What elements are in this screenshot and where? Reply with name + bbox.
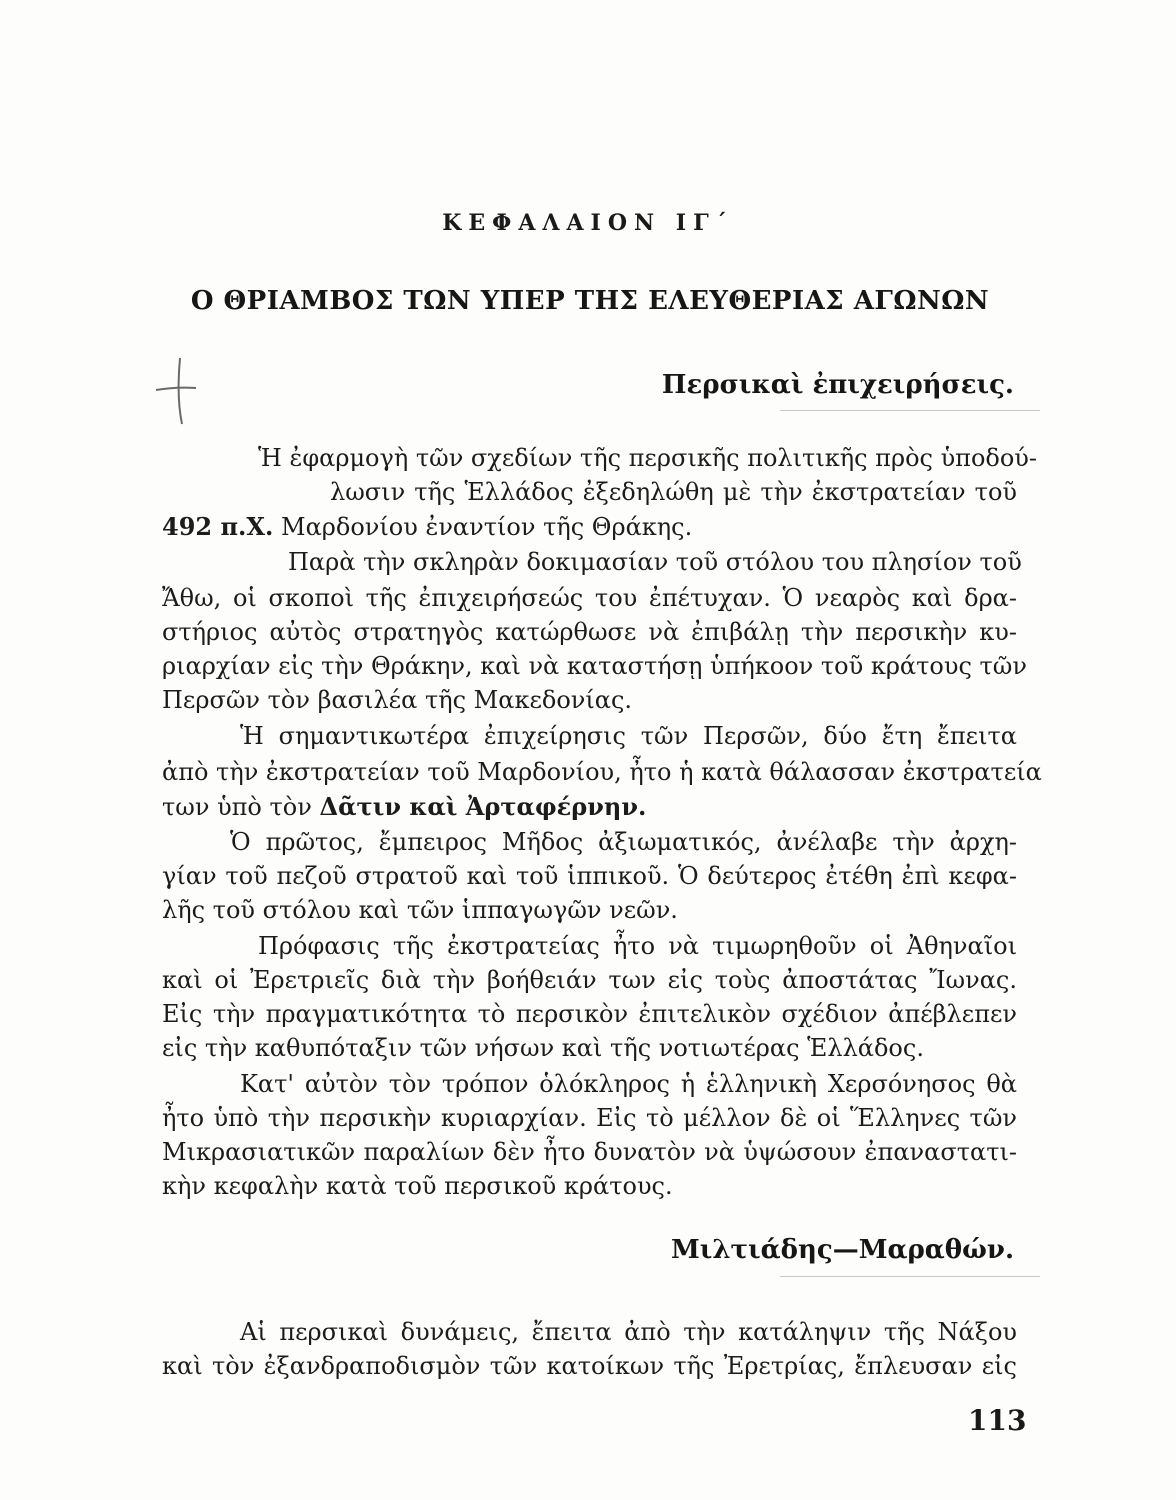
text-line: καὶ τὸν ἐξανδραποδισμὸν τῶν κατοίκων τῆς Ἐρετρίας, ἔπλευσαν εἰς xyxy=(162,1352,1017,1380)
pencil-cross-mark xyxy=(150,350,200,430)
text-line: Ὁ πρῶτος, ἔμπειρος Μῆδος ἀξιωματικός, ἀνέλαβε τὴν ἀρχη- xyxy=(230,828,1017,856)
text-line-with-names xyxy=(162,792,646,821)
date-492-bc: 492 π.Χ. xyxy=(162,512,274,541)
text-line: Ἄθω, οἱ σκοποὶ τῆς ἐπιχειρήσεώς του ἐπέτυχαν. Ὁ νεαρὸς καὶ δρα- xyxy=(162,584,1017,612)
text-line: Ἡ σημαντικωτέρα ἐπιχείρησις τῶν Περσῶν, δύο ἔτη ἔπειτα xyxy=(240,722,1017,750)
section-heading-miltiades-marathon: Μιλτιάδης—Μαραθών. xyxy=(670,1235,1014,1265)
text-line: Αἱ περσικαὶ δυνάμεις, ἔπειτα ἀπὸ τὴν κατάληψιν τῆς Νάξου xyxy=(240,1318,1017,1346)
text-line: λῆς τοῦ στόλου καὶ τῶν ἱππαγωγῶν νεῶν. xyxy=(162,896,678,924)
text-line: καὶ οἱ Ἐρετριεῖς διὰ τὴν βοήθειάν των εἰς τοὺς ἀποστάτας Ἴωνας. xyxy=(162,966,1017,994)
text-line: Μικρασιατικῶν παραλίων δὲν ἦτο δυνατὸν νὰ ὑψώσουν ἐπαναστατι- xyxy=(162,1138,1017,1166)
text-span: Μαρδονίου ἐναντίον τῆς Θράκης. xyxy=(281,513,693,541)
text-line: εἰς τὴν καθυπόταξιν τῶν νήσων καὶ τῆς νοτιωτέρας Ἑλλάδος. xyxy=(162,1034,924,1062)
datis-artaphernes: Δᾶτιν καὶ Ἀρταφέρνην. xyxy=(319,792,647,821)
underline-rule xyxy=(780,1276,1040,1277)
text-line: κὴν κεφαλὴν κατὰ τοῦ περσικοῦ κράτους. xyxy=(162,1172,673,1200)
text-line: Περσῶν τὸν βασιλέα τῆς Μακεδονίας. xyxy=(162,686,633,714)
text-line: Πρόφασις τῆς ἐκστρατείας ἦτο νὰ τιμωρηθοῦν οἱ Ἀθηναῖοι xyxy=(258,932,1017,960)
text-line: Κατ' αὐτὸν τὸν τρόπον ὁλόκληρος ἡ ἑλληνικὴ Χερσόνησος θὰ xyxy=(240,1070,1017,1098)
underline-rule xyxy=(780,410,1040,411)
text-line: Εἰς τὴν πραγματικότητα τὸ περσικὸν ἐπιτελικὸν σχέδιον ἀπέβλεπεν xyxy=(162,1000,1017,1028)
chapter-heading: ΚΕΦΑΛΑΙΟΝ ΙΓ΄ xyxy=(442,210,734,236)
text-line: στήριος αὐτὸς στρατηγὸς κατώρθωσε νὰ ἐπιβάλῃ τὴν περσικὴν κυ- xyxy=(162,618,1017,646)
text-line-with-date xyxy=(162,512,692,541)
chapter-title: Ο ΘΡΙΑΜΒΟΣ ΤΩΝ ΥΠΕΡ ΤΗΣ ΕΛΕΥΘΕΡΙΑΣ ΑΓΩΝΩΝ xyxy=(190,286,990,316)
text-line: ἦτο ὑπὸ τὴν περσικὴν κυριαρχίαν. Εἰς τὸ μέλλον δὲ οἱ Ἕλληνες τῶν xyxy=(162,1104,1017,1132)
text-line: Ἡ ἐφαρμογὴ τῶν σχεδίων τῆς περσικῆς πολιτικῆς πρὸς ὑποδού- xyxy=(258,444,1037,472)
text-line: λωσιν τῆς Ἑλλάδος ἐξεδηλώθη μὲ τὴν ἐκστρατείαν τοῦ xyxy=(330,478,1017,506)
text-line: ἀπὸ τὴν ἐκστρατείαν τοῦ Μαρδονίου, ἦτο ἡ κατὰ θάλασσαν ἐκστρατεία xyxy=(162,758,1042,786)
text-line: ριαρχίαν εἰς τὴν Θράκην, καὶ νὰ καταστήσῃ ὑπήκοον τοῦ κράτους τῶν xyxy=(162,652,1027,680)
text-line: Παρὰ τὴν σκληρὰν δοκιμασίαν τοῦ στόλου του πλησίον τοῦ xyxy=(288,548,1022,576)
section-heading-persian-campaigns: Περσικαὶ ἐπιχειρήσεις. xyxy=(661,370,1014,400)
text-span: των ὑπὸ τὸν xyxy=(162,793,312,821)
page-number: 113 xyxy=(968,1404,1027,1437)
text-line: γίαν τοῦ πεζοῦ στρατοῦ καὶ τοῦ ἱππικοῦ. Ὁ δεύτερος ἐτέθη ἐπὶ κεφα- xyxy=(162,862,1017,890)
